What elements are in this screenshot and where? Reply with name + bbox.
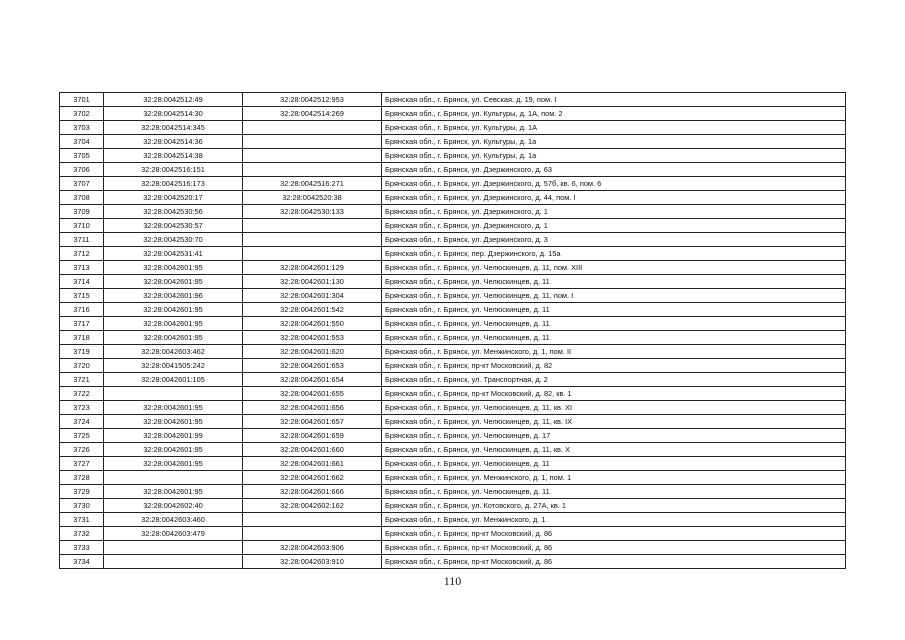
cadastral-number-cell: 32:28:0042601:105 xyxy=(104,373,243,387)
row-number-cell: 3703 xyxy=(60,121,104,135)
premises-cadastral-number-cell: 32:28:0042601:659 xyxy=(243,429,382,443)
cadastral-number-cell: 32:28:0042603:479 xyxy=(104,527,243,541)
premises-cadastral-number-cell: 32:28:0042601:129 xyxy=(243,261,382,275)
premises-cadastral-number-cell xyxy=(243,121,382,135)
premises-cadastral-number-cell: 32:28:0042602:162 xyxy=(243,499,382,513)
table-row xyxy=(60,429,846,443)
cadastral-number-cell: 32:28:0042512:49 xyxy=(104,93,243,107)
address-cell: Брянская обл., г. Брянск, ул. Транспортная, д. 2 xyxy=(382,373,846,387)
cadastral-number-cell: 32:28:0042520:17 xyxy=(104,191,243,205)
property-register-table xyxy=(59,92,846,569)
premises-cadastral-number-cell: 32:28:0042601:660 xyxy=(243,443,382,457)
premises-cadastral-number-cell: 32:28:0042601:654 xyxy=(243,373,382,387)
table-row xyxy=(60,177,846,191)
table-row xyxy=(60,345,846,359)
premises-cadastral-number-cell: 32:28:0042603:906 xyxy=(243,541,382,555)
address-cell: Брянская обл., г. Брянск, ул. Менжинского, д. 1, пом. 1 xyxy=(382,471,846,485)
table-row xyxy=(60,219,846,233)
table-row xyxy=(60,331,846,345)
table-body xyxy=(60,93,846,569)
cadastral-number-cell xyxy=(104,541,243,555)
row-number-cell: 3729 xyxy=(60,485,104,499)
address-cell: Брянская обл., г. Брянск, ул. Дзержинского, д. 3 xyxy=(382,233,846,247)
table-row xyxy=(60,107,846,121)
cadastral-number-cell: 32:28:0042601:95 xyxy=(104,303,243,317)
cadastral-number-cell: 32:28:0042601:95 xyxy=(104,401,243,415)
table-row xyxy=(60,457,846,471)
table-row xyxy=(60,513,846,527)
address-cell: Брянская обл., г. Брянск, ул. Челюскинцев, д. 11, кв. IX xyxy=(382,415,846,429)
table-row xyxy=(60,527,846,541)
premises-cadastral-number-cell xyxy=(243,527,382,541)
address-cell: Брянская обл., г. Брянск, ул. Дзержинского, д. 44, пом. I xyxy=(382,191,846,205)
table-row xyxy=(60,191,846,205)
premises-cadastral-number-cell xyxy=(243,149,382,163)
cadastral-number-cell: 32:28:0042603:462 xyxy=(104,345,243,359)
address-cell: Брянская обл., г. Брянск, ул. Котовского, д. 27А, кв. 1 xyxy=(382,499,846,513)
premises-cadastral-number-cell: 32:28:0042601:656 xyxy=(243,401,382,415)
row-number-cell: 3724 xyxy=(60,415,104,429)
address-cell: Брянская обл., г. Брянск, ул. Культуры, д. 1а xyxy=(382,149,846,163)
row-number-cell: 3733 xyxy=(60,541,104,555)
address-cell: Брянская обл., г. Брянск, ул. Менжинского, д. 1 xyxy=(382,513,846,527)
table-row xyxy=(60,373,846,387)
address-cell: Брянская обл., г. Брянск, пр-кт Московский, д. 86 xyxy=(382,527,846,541)
table-row xyxy=(60,415,846,429)
table-row xyxy=(60,93,846,107)
address-cell: Брянская обл., г. Брянск, ул. Челюскинцев, д. 11 xyxy=(382,303,846,317)
table-row xyxy=(60,499,846,513)
row-number-cell: 3716 xyxy=(60,303,104,317)
row-number-cell: 3731 xyxy=(60,513,104,527)
cadastral-number-cell: 32:28:0042530:70 xyxy=(104,233,243,247)
cadastral-number-cell: 32:28:0042601:95 xyxy=(104,485,243,499)
row-number-cell: 3718 xyxy=(60,331,104,345)
row-number-cell: 3726 xyxy=(60,443,104,457)
table-row xyxy=(60,163,846,177)
row-number-cell: 3714 xyxy=(60,275,104,289)
address-cell: Брянская обл., г. Брянск, пер. Дзержинского, д. 15а xyxy=(382,247,846,261)
address-cell: Брянская обл., г. Брянск, ул. Дзержинского, д. 1 xyxy=(382,205,846,219)
row-number-cell: 3719 xyxy=(60,345,104,359)
address-cell: Брянская обл., г. Брянск, ул. Культуры, д. 1А, пом. 2 xyxy=(382,107,846,121)
address-cell: Брянская обл., г. Брянск, ул. Челюскинцев, д. 11 xyxy=(382,331,846,345)
address-cell: Брянская обл., г. Брянск, ул. Севская, д. 19, пом. I xyxy=(382,93,846,107)
table-row xyxy=(60,443,846,457)
address-cell: Брянская обл., г. Брянск, ул. Челюскинцев, д. 11 xyxy=(382,485,846,499)
table-row xyxy=(60,205,846,219)
premises-cadastral-number-cell: 32:28:0042601:657 xyxy=(243,415,382,429)
row-number-cell: 3709 xyxy=(60,205,104,219)
row-number-cell: 3710 xyxy=(60,219,104,233)
cadastral-number-cell: 32:28:0042601:95 xyxy=(104,443,243,457)
address-cell: Брянская обл., г. Брянск, ул. Челюскинцев, д. 11, кв. X xyxy=(382,443,846,457)
premises-cadastral-number-cell xyxy=(243,163,382,177)
row-number-cell: 3713 xyxy=(60,261,104,275)
cadastral-number-cell: 32:28:0042601:95 xyxy=(104,317,243,331)
row-number-cell: 3723 xyxy=(60,401,104,415)
address-cell: Брянская обл., г. Брянск, ул. Челюскинцев, д. 11, кв. XI xyxy=(382,401,846,415)
cadastral-number-cell: 32:28:0042514:345 xyxy=(104,121,243,135)
row-number-cell: 3704 xyxy=(60,135,104,149)
premises-cadastral-number-cell: 32:28:0042601:653 xyxy=(243,359,382,373)
premises-cadastral-number-cell: 32:28:0042601:542 xyxy=(243,303,382,317)
premises-cadastral-number-cell: 32:28:0042601:662 xyxy=(243,471,382,485)
row-number-cell: 3727 xyxy=(60,457,104,471)
premises-cadastral-number-cell xyxy=(243,219,382,233)
cadastral-number-cell: 32:28:0042601:95 xyxy=(104,331,243,345)
row-number-cell: 3711 xyxy=(60,233,104,247)
table-row xyxy=(60,121,846,135)
table-row xyxy=(60,303,846,317)
cadastral-number-cell: 32:28:0042601:95 xyxy=(104,261,243,275)
table-row xyxy=(60,387,846,401)
row-number-cell: 3721 xyxy=(60,373,104,387)
row-number-cell: 3720 xyxy=(60,359,104,373)
premises-cadastral-number-cell: 32:28:0042520:38 xyxy=(243,191,382,205)
premises-cadastral-number-cell: 32:28:0042512:953 xyxy=(243,93,382,107)
premises-cadastral-number-cell xyxy=(243,135,382,149)
cadastral-number-cell: 32:28:0042514:30 xyxy=(104,107,243,121)
cadastral-number-cell: 32:28:0042602:40 xyxy=(104,499,243,513)
address-cell: Брянская обл., г. Брянск, ул. Челюскинцев, д. 17 xyxy=(382,429,846,443)
premises-cadastral-number-cell: 32:28:0042603:910 xyxy=(243,555,382,569)
table-row xyxy=(60,261,846,275)
row-number-cell: 3728 xyxy=(60,471,104,485)
address-cell: Брянская обл., г. Брянск, ул. Дзержинского, д. 1 xyxy=(382,219,846,233)
row-number-cell: 3715 xyxy=(60,289,104,303)
row-number-cell: 3725 xyxy=(60,429,104,443)
cadastral-number-cell: 32:28:0042516:151 xyxy=(104,163,243,177)
row-number-cell: 3708 xyxy=(60,191,104,205)
cadastral-number-cell: 32:28:0041505:242 xyxy=(104,359,243,373)
premises-cadastral-number-cell: 32:28:0042514:269 xyxy=(243,107,382,121)
cadastral-number-cell: 32:28:0042530:56 xyxy=(104,205,243,219)
premises-cadastral-number-cell: 32:28:0042601:130 xyxy=(243,275,382,289)
row-number-cell: 3717 xyxy=(60,317,104,331)
premises-cadastral-number-cell: 32:28:0042601:661 xyxy=(243,457,382,471)
premises-cadastral-number-cell: 32:28:0042601:666 xyxy=(243,485,382,499)
table-row xyxy=(60,317,846,331)
cadastral-number-cell: 32:28:0042601:99 xyxy=(104,429,243,443)
row-number-cell: 3705 xyxy=(60,149,104,163)
row-number-cell: 3701 xyxy=(60,93,104,107)
table-row xyxy=(60,471,846,485)
premises-cadastral-number-cell xyxy=(243,233,382,247)
cadastral-number-cell: 32:28:0042601:95 xyxy=(104,457,243,471)
row-number-cell: 3712 xyxy=(60,247,104,261)
table-row xyxy=(60,359,846,373)
address-cell: Брянская обл., г. Брянск, ул. Дзержинского, д. 57б, кв. 6, пом. 6 xyxy=(382,177,846,191)
premises-cadastral-number-cell xyxy=(243,513,382,527)
address-cell: Брянская обл., г. Брянск, ул. Менжинского, д. 1, пом. II xyxy=(382,345,846,359)
cadastral-number-cell: 32:28:0042601:95 xyxy=(104,415,243,429)
row-number-cell: 3706 xyxy=(60,163,104,177)
table-row xyxy=(60,135,846,149)
address-cell: Брянская обл., г. Брянск, ул. Челюскинцев, д. 11 xyxy=(382,317,846,331)
table-row xyxy=(60,485,846,499)
cadastral-number-cell xyxy=(104,555,243,569)
premises-cadastral-number-cell: 32:28:0042601:304 xyxy=(243,289,382,303)
address-cell: Брянская обл., г. Брянск, ул. Челюскинцев, д. 11 xyxy=(382,457,846,471)
cadastral-number-cell: 32:28:0042601:96 xyxy=(104,289,243,303)
address-cell: Брянская обл., г. Брянск, ул. Челюскинцев, д. 11, пом. XIII xyxy=(382,261,846,275)
cadastral-number-cell: 32:28:0042603:460 xyxy=(104,513,243,527)
cadastral-number-cell xyxy=(104,387,243,401)
premises-cadastral-number-cell: 32:28:0042601:655 xyxy=(243,387,382,401)
address-cell: Брянская обл., г. Брянск, ул. Культуры, д. 1а xyxy=(382,135,846,149)
premises-cadastral-number-cell: 32:28:0042601:550 xyxy=(243,317,382,331)
table-row xyxy=(60,275,846,289)
table-row xyxy=(60,233,846,247)
premises-cadastral-number-cell: 32:28:0042601:620 xyxy=(243,345,382,359)
row-number-cell: 3734 xyxy=(60,555,104,569)
address-cell: Брянская обл., г. Брянск, пр-кт Московский, д. 86 xyxy=(382,555,846,569)
page-number: 110 xyxy=(443,574,462,588)
premises-cadastral-number-cell: 32:28:0042530:133 xyxy=(243,205,382,219)
row-number-cell: 3722 xyxy=(60,387,104,401)
table-row xyxy=(60,247,846,261)
table-row xyxy=(60,289,846,303)
cadastral-number-cell: 32:28:0042601:95 xyxy=(104,275,243,289)
table-row xyxy=(60,555,846,569)
address-cell: Брянская обл., г. Брянск, пр-кт Московский, д. 82 xyxy=(382,359,846,373)
address-cell: Брянская обл., г. Брянск, ул. Культуры, д. 1А xyxy=(382,121,846,135)
premises-cadastral-number-cell: 32:28:0042601:553 xyxy=(243,331,382,345)
row-number-cell: 3707 xyxy=(60,177,104,191)
row-number-cell: 3730 xyxy=(60,499,104,513)
cadastral-number-cell: 32:28:0042514:38 xyxy=(104,149,243,163)
table-row xyxy=(60,541,846,555)
cadastral-number-cell: 32:28:0042530:57 xyxy=(104,219,243,233)
premises-cadastral-number-cell xyxy=(243,247,382,261)
cadastral-number-cell: 32:28:0042516:173 xyxy=(104,177,243,191)
address-cell: Брянская обл., г. Брянск, пр-кт Московский, д. 82, кв. 1 xyxy=(382,387,846,401)
address-cell: Брянская обл., г. Брянск, ул. Челюскинцев, д. 11 xyxy=(382,275,846,289)
table-row xyxy=(60,149,846,163)
address-cell: Брянская обл., г. Брянск, ул. Дзержинского, д. 63 xyxy=(382,163,846,177)
row-number-cell: 3732 xyxy=(60,527,104,541)
premises-cadastral-number-cell: 32:28:0042516:271 xyxy=(243,177,382,191)
address-cell: Брянская обл., г. Брянск, ул. Челюскинцев, д. 11, пом. I xyxy=(382,289,846,303)
cadastral-number-cell: 32:28:0042514:36 xyxy=(104,135,243,149)
row-number-cell: 3702 xyxy=(60,107,104,121)
cadastral-number-cell xyxy=(104,471,243,485)
cadastral-number-cell: 32:28:0042531:41 xyxy=(104,247,243,261)
table-row xyxy=(60,401,846,415)
address-cell: Брянская обл., г. Брянск, пр-кт Московский, д. 86 xyxy=(382,541,846,555)
